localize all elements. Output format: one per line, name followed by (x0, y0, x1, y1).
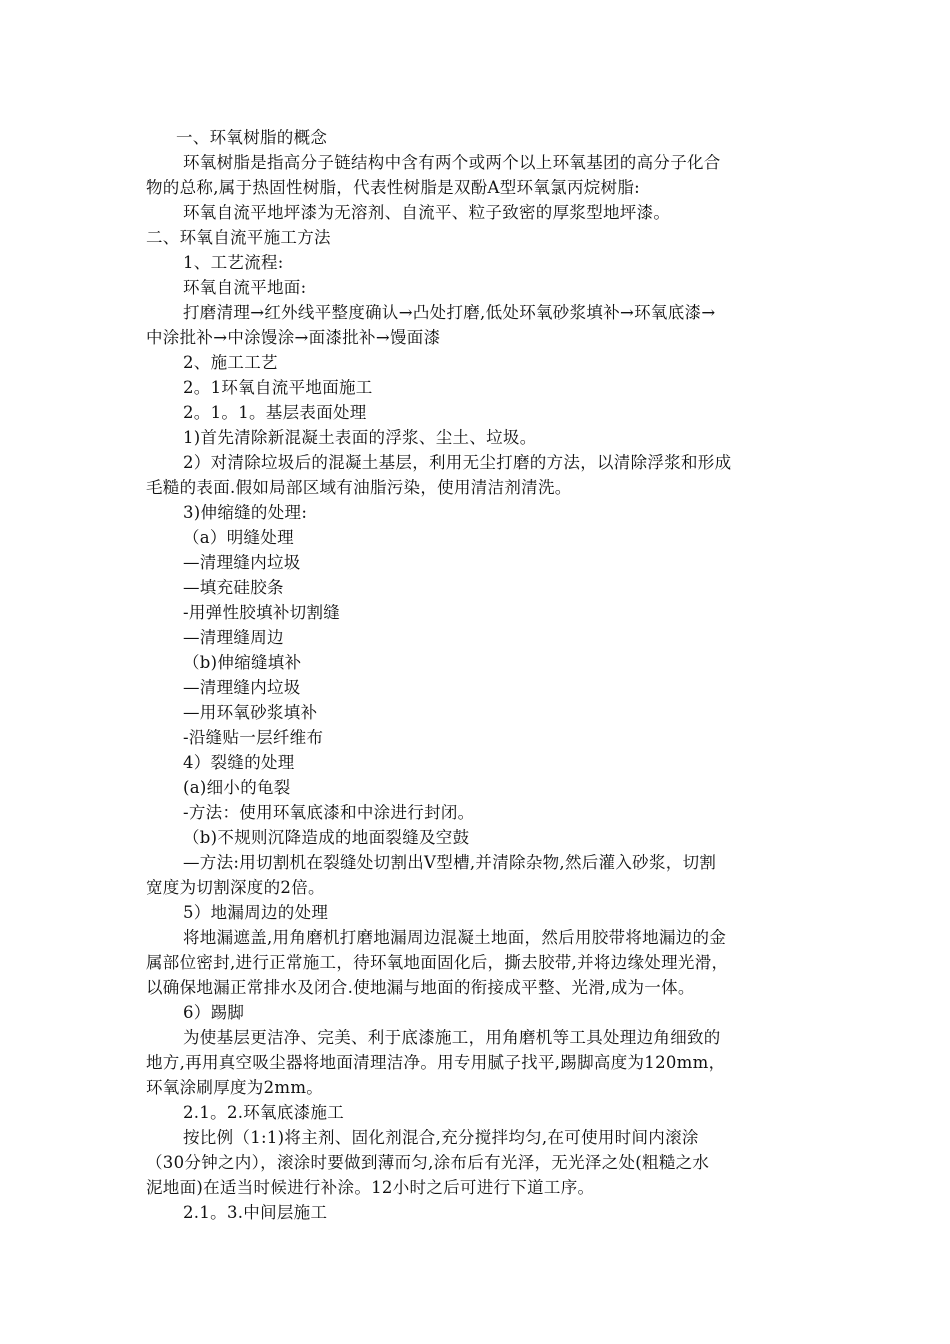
list-item: —填充硅胶条 (183, 578, 284, 597)
list-item: 4）裂缝的处理 (183, 753, 295, 772)
paragraph-line: 宽度为切割深度的2倍。 (146, 878, 325, 897)
paragraph-line: 环氧涂刷厚度为2mm。 (146, 1078, 324, 1097)
subheading-2-1-1: 2。1。1。基层表面处理 (183, 403, 367, 422)
subheading-2-1: 2。1环氧自流平地面施工 (183, 378, 373, 397)
list-item: 1)首先清除新混凝土表面的浮浆、尘土、垃圾。 (183, 428, 537, 447)
list-item: （a）明缝处理 (183, 528, 294, 547)
paragraph-line: 泥地面)在适当时候进行补涂。12小时之后可进行下道工序。 (146, 1178, 595, 1197)
paragraph-line: 物的总称,属于热固性树脂，代表性树脂是双酚A型环氧氯丙烷树脂: (146, 178, 641, 197)
paragraph-line: 将地漏遮盖,用角磨机打磨地漏周边混凝土地面，然后用胶带将地漏边的金 (183, 928, 727, 947)
subheading-construction-process: 2、施工工艺 (183, 353, 278, 372)
paragraph-line: 按比例（1:1)将主剂、固化剂混合,充分搅拌均匀,在可使用时间内滚涂 (183, 1128, 699, 1147)
paragraph-line: 环氧自流平地面: (183, 278, 307, 297)
list-item: 3)伸缩缝的处理: (183, 503, 308, 522)
paragraph-line: 属部位密封,进行正常施工，待环氧地面固化后，撕去胶带,并将边缘处理光滑， (146, 953, 729, 972)
list-item: 6）踢脚 (183, 1003, 245, 1022)
list-item: 2）对清除垃圾后的混凝土基层，利用无尘打磨的方法，以清除浮浆和形成 (183, 453, 732, 472)
list-item: —清理缝内垃圾 (183, 553, 301, 572)
list-item: （b)不规则沉降造成的地面裂缝及空鼓 (183, 828, 470, 847)
paragraph-line: （30分钟之内），滚涂时要做到薄而匀,涂布后有光泽，无光泽之处(粗糙之水 (146, 1153, 710, 1172)
subheading-2-1-2: 2.1。2.环氧底漆施工 (183, 1103, 345, 1122)
heading-construction-method: 二、环氧自流平施工方法 (146, 228, 331, 247)
paragraph-line: 环氧自流平地坪漆为无溶剂、自流平、粒子致密的厚浆型地坪漆。 (183, 203, 671, 222)
paragraph-line: 毛糙的表面.假如局部区域有油脂污染，使用清洁剂清洗。 (146, 478, 572, 497)
subheading-process-flow: 1、工艺流程: (183, 253, 284, 272)
paragraph-line: 地方,再用真空吸尘器将地面清理洁净。用专用腻子找平,踢脚高度为120mm， (146, 1053, 726, 1072)
list-item: -用弹性胶填补切割缝 (183, 603, 341, 622)
paragraph-line: 中涂批补→中涂馒涂→面漆批补→馒面漆 (146, 328, 441, 347)
list-item: —方法:用切割机在裂缝处切割出V型槽,并清除杂物,然后灌入砂浆，切割 (183, 853, 717, 872)
list-item: —用环氧砂浆填补 (183, 703, 318, 722)
list-item: —清理缝周边 (183, 628, 284, 647)
list-item: 5）地漏周边的处理 (183, 903, 329, 922)
subheading-2-1-3: 2.1。3.中间层施工 (183, 1203, 328, 1222)
list-item: (a)细小的龟裂 (183, 778, 291, 797)
paragraph-line: 环氧树脂是指高分子链结构中含有两个或两个以上环氧基团的高分子化合 (183, 153, 721, 172)
list-item: -方法：使用环氧底漆和中涂进行封闭。 (183, 803, 475, 822)
paragraph-line: 为使基层更洁净、完美、利于底漆施工，用角磨机等工具处理边角细致的 (183, 1028, 721, 1047)
paragraph-line: 打磨清理→红外线平整度确认→凸处打磨,低处环氧砂浆填补→环氧底漆→ (183, 303, 716, 322)
paragraph-line: 以确保地漏正常排水及闭合.使地漏与地面的衔接成平整、光滑,成为一体。 (146, 978, 695, 997)
heading-epoxy-concept: 一、环氧树脂的概念 (176, 128, 328, 147)
list-item: （b)伸缩缝填补 (183, 653, 302, 672)
list-item: -沿缝贴一层纤维布 (183, 728, 324, 747)
list-item: —清理缝内垃圾 (183, 678, 301, 697)
